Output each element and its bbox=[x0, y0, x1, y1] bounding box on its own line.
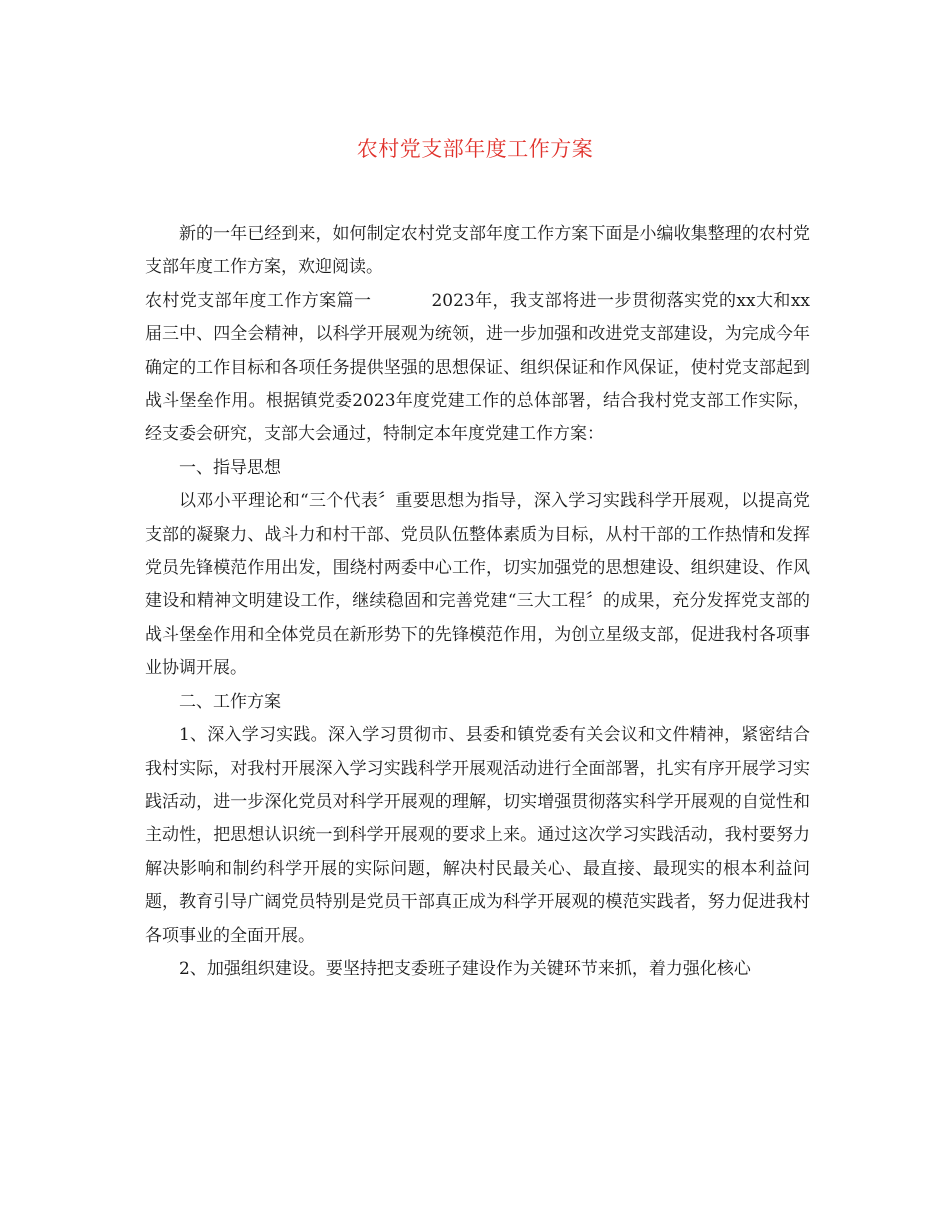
section-paragraph bbox=[145, 285, 810, 452]
paragraph-organization-building: 2、加强组织建设。要坚持把支委班子建设作为关键环节来抓，着力强化核心 bbox=[179, 958, 751, 979]
document-body bbox=[145, 218, 810, 986]
document-title: 农村党支部年度工作方案 bbox=[356, 137, 594, 161]
section-label: 农村党支部年度工作方案篇一 bbox=[145, 290, 372, 311]
section-text: 2023年，我支部将进一步贯彻落实党的xx大和xx届三中、四全会精神，以科学开展观为统领，进一步加强和改进党支部建设，为完成今年确定的工作目标和各项任务提供坚强的思想保证、组织保证和作风保证，使村党支部起到战斗堡垒作用。根据镇党委2023年度党建工作的总体部署，结合我村党支部工作实际，经支委会研究，支部大会通过，特制定本年度党建工作方案： bbox=[145, 290, 810, 445]
intro-paragraph: 新的一年已经到来，如何制定农村党支部年度工作方案下面是小编收集整理的农村党支部年度工作方案，欢迎阅读。 bbox=[145, 224, 810, 278]
heading-work-plan: 二、工作方案 bbox=[179, 691, 281, 712]
paragraph-guiding-thought: 以邓小平理论和“三个代表〞重要思想为指导，深入学习实践科学开展观，以提高党支部的凝聚力、战斗力和村干部、党员队伍整体素质为目标，从村干部的工作热情和发挥党员先锋模范作用出发，围绕村两委中心工作，切实加强党的思想建设、组织建设、作风建设和精神文明建设工作，继续稳固和完善党建“三大工程〞的成果，充分发挥党支部的战斗堡垒作用和全体党员在新形势下的先锋模范作用，为创立星级支部，促进我村各项事业协调开展。 bbox=[145, 491, 810, 679]
paragraph-study-practice: 1、深入学习实践。深入学习贯彻市、县委和镇党委有关会议和文件精神，紧密结合我村实际，对我村开展深入学习实践科学开展观活动进行全面部署，扎实有序开展学习实践活动，进一步深化党员对科学开展观的理解，切实增强贯彻落实科学开展观的自觉性和主动性，把思想认识统一到科学开展观的要求上来。通过这次学习实践活动，我村要努力解决影响和制约科学开展的实际问题，解决村民最关心、最直接、最现实的根本利益问题，教育引导广阔党员特别是党员干部真正成为科学开展观的模范实践者，努力促进我村各项事业的全面开展。 bbox=[145, 725, 810, 946]
heading-guiding-thought: 一、指导思想 bbox=[179, 457, 281, 478]
